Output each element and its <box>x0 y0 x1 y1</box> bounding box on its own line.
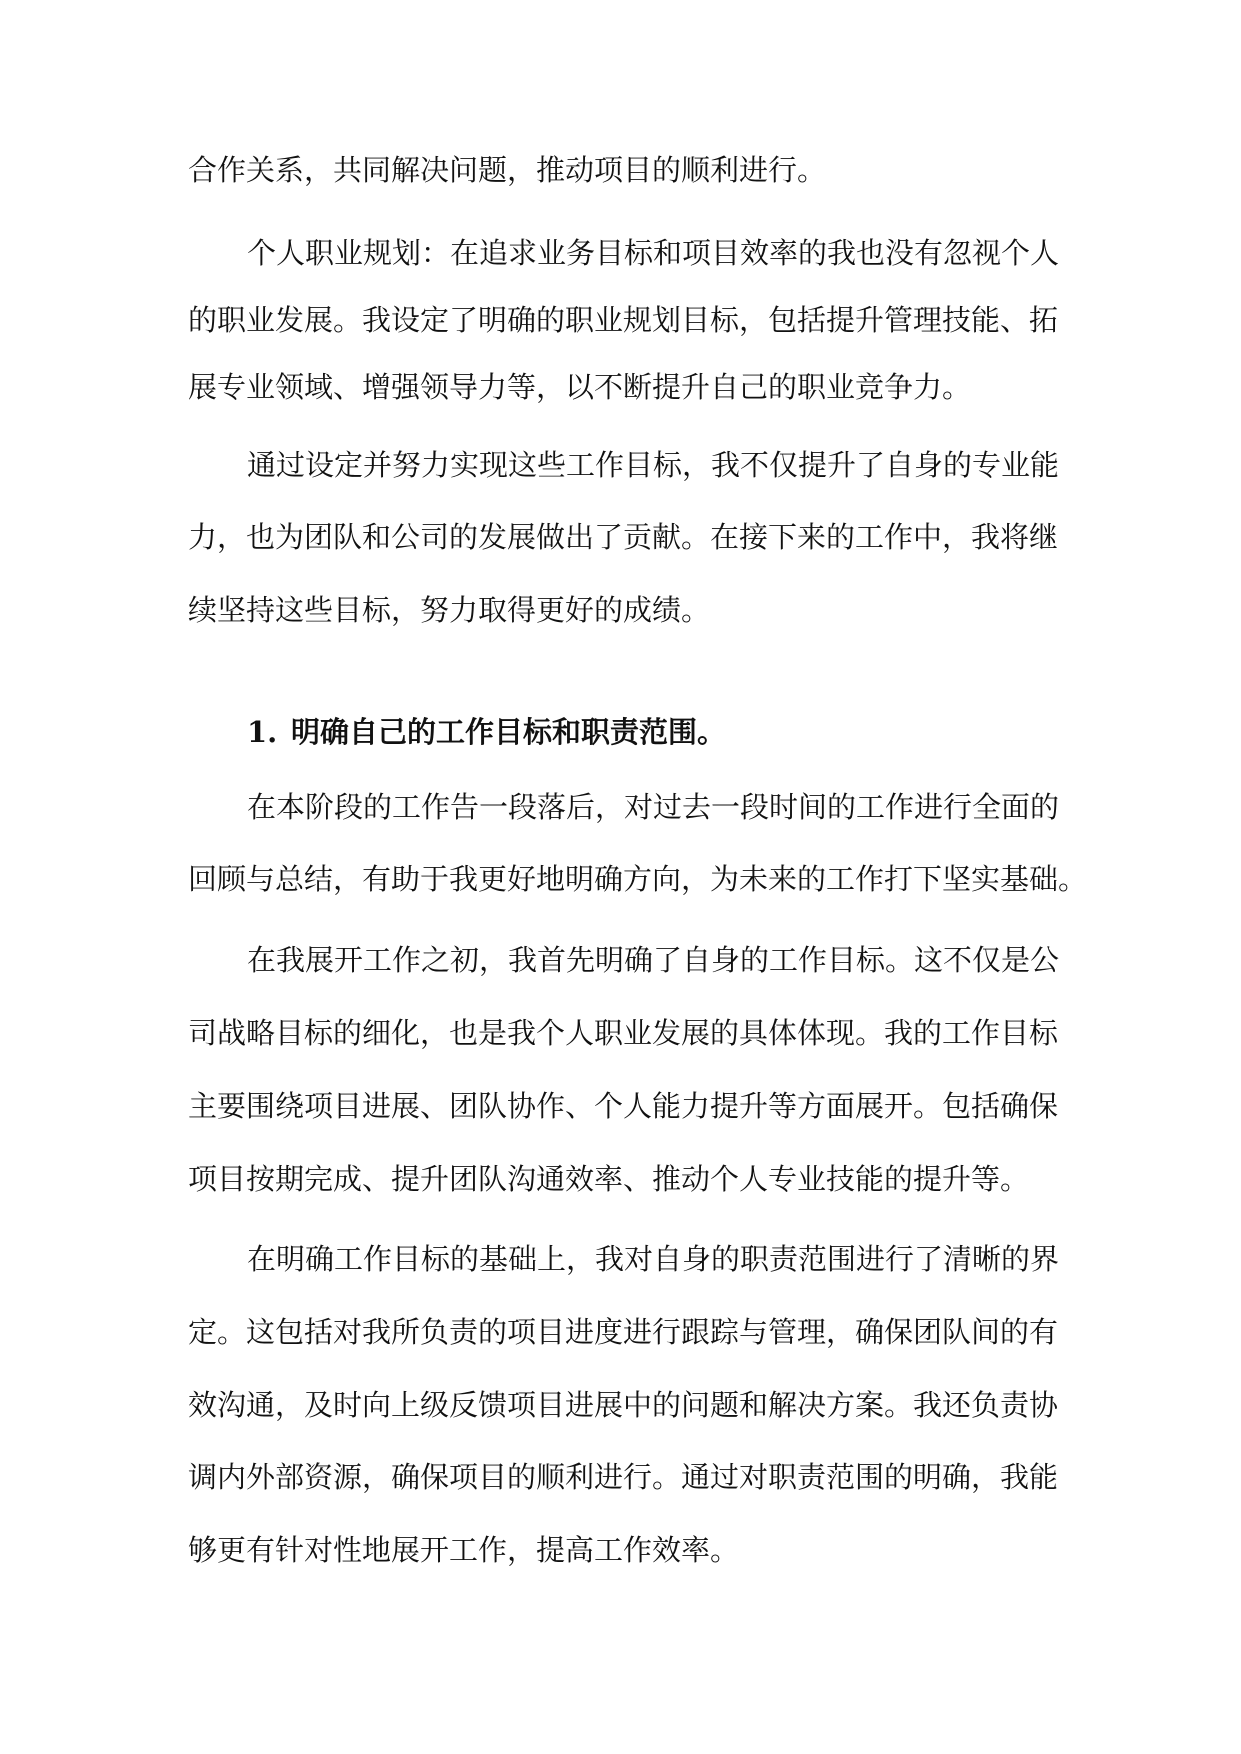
paragraph-line: 效沟通，及时向上级反馈项目进展中的问题和解决方案。我还负责协 <box>188 1388 1059 1422</box>
paragraph-line: 展专业领域、增强领导力等，以不断提升自己的职业竞争力。 <box>188 370 972 404</box>
paragraph-line: 主要围绕项目进展、团队协作、个人能力提升等方面展开。包括确保 <box>188 1089 1059 1123</box>
paragraph-line: 力，也为团队和公司的发展做出了贡献。在接下来的工作中，我将继 <box>188 520 1059 554</box>
paragraph-line: 的职业发展。我设定了明确的职业规划目标，包括提升管理技能、拓 <box>188 303 1059 337</box>
paragraph-line: 调内外部资源，确保项目的顺利进行。通过对职责范围的明确，我能 <box>188 1460 1059 1494</box>
heading-number: 1. <box>247 715 278 749</box>
paragraph-line: 在本阶段的工作告一段落后，对过去一段时间的工作进行全面的 <box>247 790 1060 824</box>
paragraph-line: 项目按期完成、提升团队沟通效率、推动个人专业技能的提升等。 <box>188 1162 1030 1196</box>
heading-text: 明确自己的工作目标和职责范围。 <box>291 715 727 749</box>
paragraph-line: 在明确工作目标的基础上，我对自身的职责范围进行了清晰的界 <box>247 1242 1060 1276</box>
section-heading <box>247 710 726 754</box>
paragraph-line: 合作关系，共同解决问题，推动项目的顺利进行。 <box>188 153 827 187</box>
paragraph-line: 够更有针对性地展开工作，提高工作效率。 <box>188 1533 740 1567</box>
paragraph-line: 司战略目标的细化，也是我个人职业发展的具体体现。我的工作目标 <box>188 1016 1059 1050</box>
paragraph-line: 在我展开工作之初，我首先明确了自身的工作目标。这不仅是公 <box>247 943 1060 977</box>
paragraph-line: 定。这包括对我所负责的项目进度进行跟踪与管理，确保团队间的有 <box>188 1315 1059 1349</box>
paragraph-line: 个人职业规划：在追求业务目标和项目效率的我也没有忽视个人 <box>247 236 1060 270</box>
paragraph-line: 通过设定并努力实现这些工作目标，我不仅提升了自身的专业能 <box>247 448 1060 482</box>
paragraph-line: 续坚持这些目标，努力取得更好的成绩。 <box>188 593 711 627</box>
paragraph-line: 回顾与总结，有助于我更好地明确方向，为未来的工作打下坚实基础。 <box>188 862 1088 896</box>
